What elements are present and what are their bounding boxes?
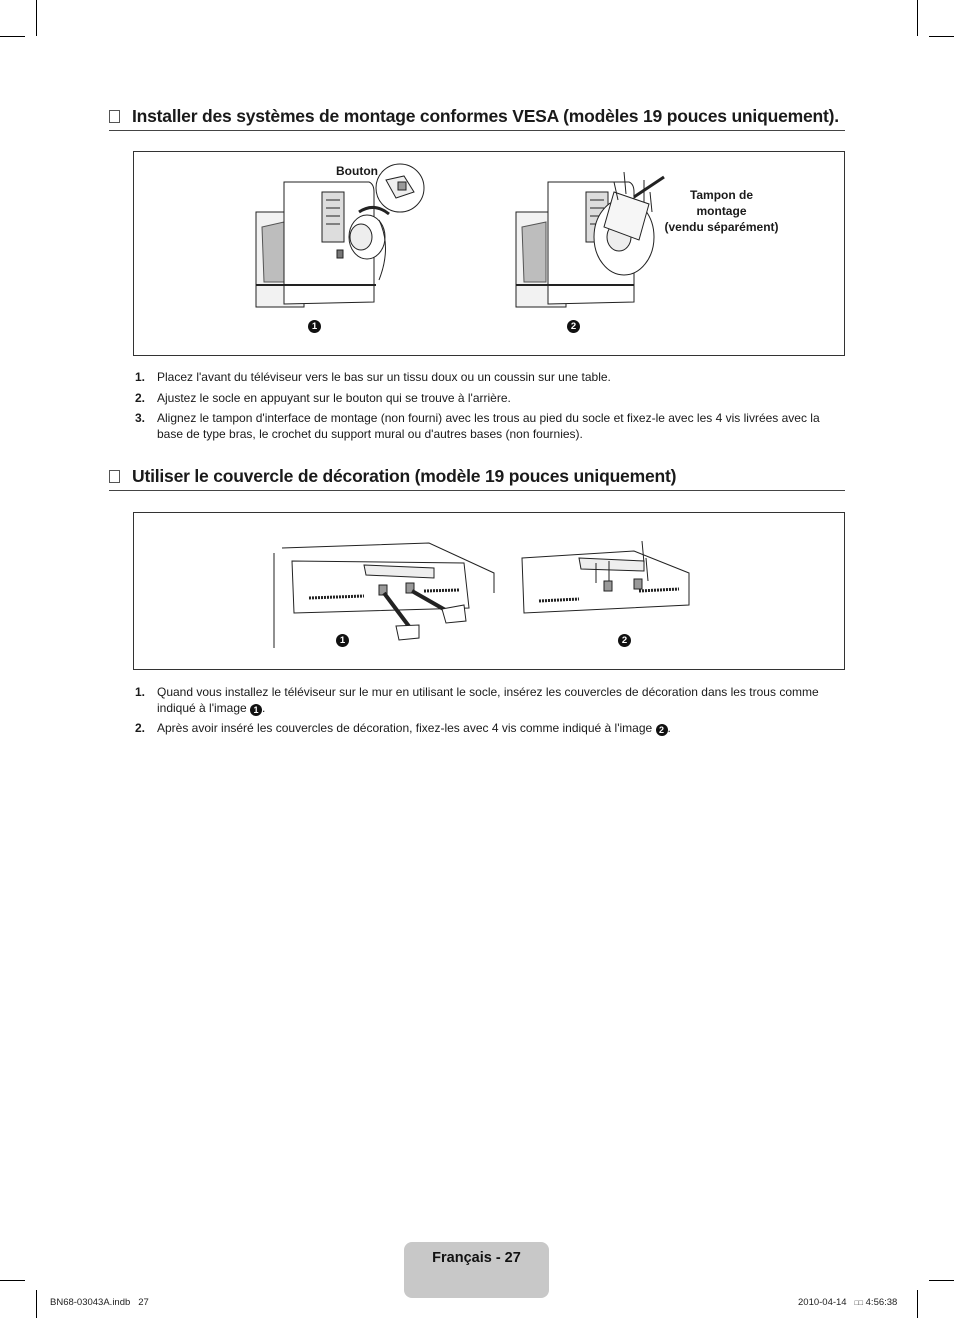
crop-mark (36, 0, 37, 36)
tv-back-illustration (134, 152, 844, 355)
crop-mark (0, 1280, 25, 1281)
tv-left-cover-illustration (274, 543, 494, 648)
list-item: 1. Quand vous installez le téléviseur sur le mur en utilisant le socle, insérez les couvercles de décoration dans les trous comme indiqué à l'image 1 . (135, 685, 819, 715)
print-slug-right: 2010-04-14 □□ 4:56:38 (798, 1297, 898, 1308)
crop-mark (917, 1290, 918, 1318)
figure-marker-1: 1 (336, 634, 349, 647)
crop-mark (36, 1290, 37, 1318)
tv-right-illustration (516, 172, 664, 307)
steps-list-decoration (135, 685, 845, 742)
tv-cover-illustration (134, 513, 844, 669)
figure-decoration-cover (133, 512, 845, 670)
list-item: 3. Alignez le tampon d'interface de montage (non fourni) avec les trous au pied du socle et fixez-le avec les 4 vis livrées avec la base de type bras, le crochet du support mural ou d'autres bases (non fournies). (135, 411, 820, 441)
image-ref-marker: 2 (656, 724, 668, 736)
crop-mark (917, 0, 918, 36)
section-title: Installer des systèmes de montage conformes VESA (modèles 19 pouces uniquement). (132, 106, 839, 126)
section-heading-vesa (109, 106, 845, 131)
tv-right-cover-illustration (522, 541, 689, 613)
button-label: Bouton (336, 164, 378, 178)
page-number-tab: Français - 27 (404, 1242, 549, 1298)
image-ref-marker: 1 (250, 704, 262, 716)
tv-left-illustration (256, 164, 424, 307)
crop-mark (929, 1280, 954, 1281)
square-bullet-icon (109, 110, 120, 123)
list-item: 1. Placez l'avant du téléviseur vers le bas sur un tissu doux ou un coussin sur une table. (135, 370, 611, 384)
list-item: 2. Ajustez le socle en appuyant sur le bouton qui se trouve à l'arrière. (135, 390, 511, 405)
crop-mark (929, 36, 954, 37)
section-title: Utiliser le couvercle de décoration (modèle 19 pouces uniquement) (132, 466, 677, 486)
figure-vesa-mounting (133, 151, 845, 356)
figure-marker-1: 1 (308, 320, 321, 333)
steps-list-vesa (135, 370, 845, 447)
print-slug-left: BN68-03043A.indb 27 (50, 1297, 149, 1308)
figure-marker-2: 2 (618, 634, 631, 647)
figure-marker-2: 2 (567, 320, 580, 333)
mounting-pad-label: Tampon de montage (vendu séparément) (664, 188, 779, 234)
list-item: 2. Après avoir inséré les couvercles de décoration, fixez-les avec 4 vis comme indiqué à l'image 2 . (135, 721, 671, 735)
square-bullet-icon (109, 470, 120, 483)
section-heading-decoration (109, 466, 845, 491)
crop-mark (0, 36, 25, 37)
